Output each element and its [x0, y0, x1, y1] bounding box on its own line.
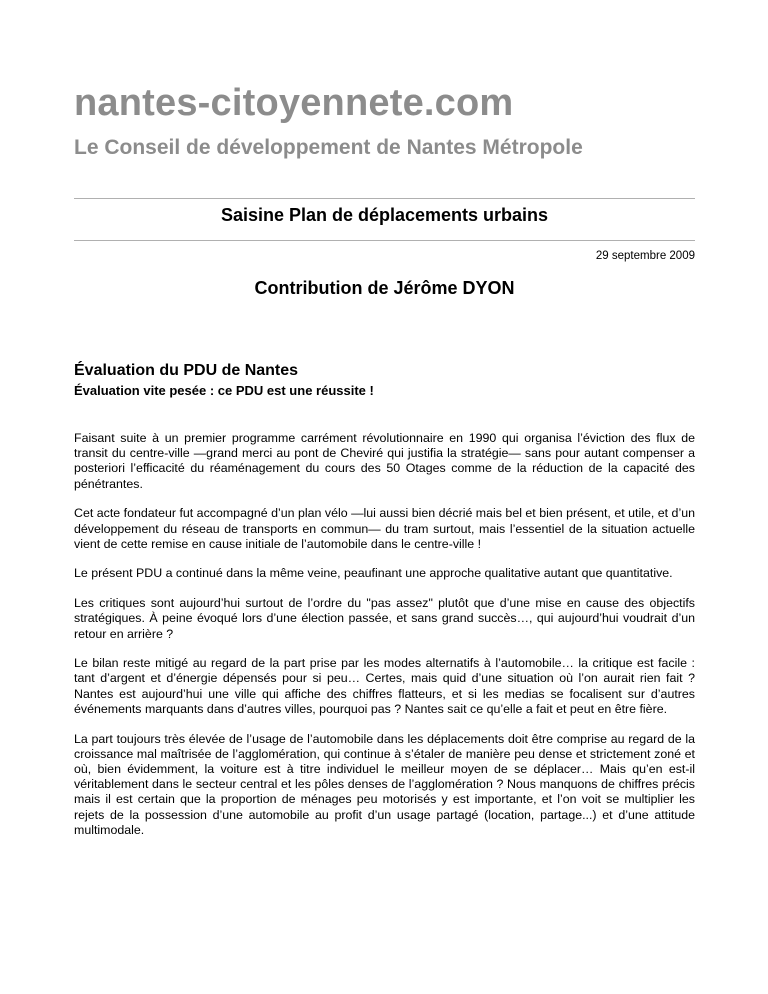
- document-date: 29 septembre 2009: [595, 250, 695, 262]
- saisine-title: Saisine Plan de déplacements urbains: [220, 205, 549, 225]
- paragraph: Faisant suite à un premier programme carrément révolutionnaire en 1990 qui organisa l’éviction des flux de transit du centre-ville —grand merci au pont de Cheviré qui justifia la stratégie— sans pour autant compenser a posteriori l’efficacité du réaménagement du cours des 50 Otages comme de la réduction de la capacité des pénétrantes.: [74, 431, 695, 491]
- section-subtitle: Évaluation vite pesée : ce PDU est une réussite !: [74, 383, 374, 398]
- site-subtitle: Le Conseil de développement de Nantes Métropole: [74, 136, 583, 159]
- paragraph: Cet acte fondateur fut accompagné d’un plan vélo —lui aussi bien décrié mais bel et bien présent, et utile, et d’un développement du réseau de transports en commun— du tram surtout, mais l’essentiel de la situation actuelle vient de cette remise en cause initiale de l’automobile dans le centre-ville !: [74, 506, 695, 551]
- divider-top: [74, 198, 695, 199]
- site-name: nantes-citoyennete.com: [74, 82, 514, 124]
- section-title: Évaluation du PDU de Nantes: [74, 362, 299, 379]
- paragraph: Le présent PDU a continué dans la même veine, peaufinant une approche qualitative autant que quantitative.: [74, 566, 673, 581]
- paragraph: Le bilan reste mitigé au regard de la part prise par les modes alternatifs à l’automobile… la critique est facile : tant d’argent et d’énergie dépensés pour si peu… Certes, mais quid d’une situation où l’on aurait rien fait ? Nantes est aujourd’hui une ville qui affiche des chiffres flatteurs, et si les medias se focalisent sur d’autres événements marquants dans d’autres villes, pourquoi pas ? Nantes sait ce qu’elle a fait et peut en être fière.: [74, 656, 695, 716]
- body-text: [74, 431, 695, 852]
- paragraph: Les critiques sont aujourd’hui surtout de l’ordre du "pas assez" plutôt que d’une mise en cause des objectifs stratégiques. À peine évoqué lors d’une élection passée, et sans grand succès…, qui aujourd’hui voudrait d’un retour en arrière ?: [74, 596, 695, 641]
- divider-bottom: [74, 240, 695, 241]
- paragraph: La part toujours très élevée de l’usage de l’automobile dans les déplacements doit être comprise au regard de la croissance mal maîtrisée de l’agglomération, qui continue à s’étaler de manière peu dense et strictement zoné et où, bien évidemment, la voiture est à titre individuel le meilleur moyen de se déplacer… Mais qu’en est-il véritablement dans le secteur central et les pôles denses de l’agglomération ? Nous manquons de chiffres précis mais il est certain que la proportion de ménages peu motorisés y est importante, et l’on voit se multiplier les rejets de la possession d’une automobile au profit d’un usage partagé (location, partage...) et d’une attitude multimodale.: [74, 731, 695, 837]
- contribution-title: Contribution de Jérôme DYON: [254, 278, 515, 298]
